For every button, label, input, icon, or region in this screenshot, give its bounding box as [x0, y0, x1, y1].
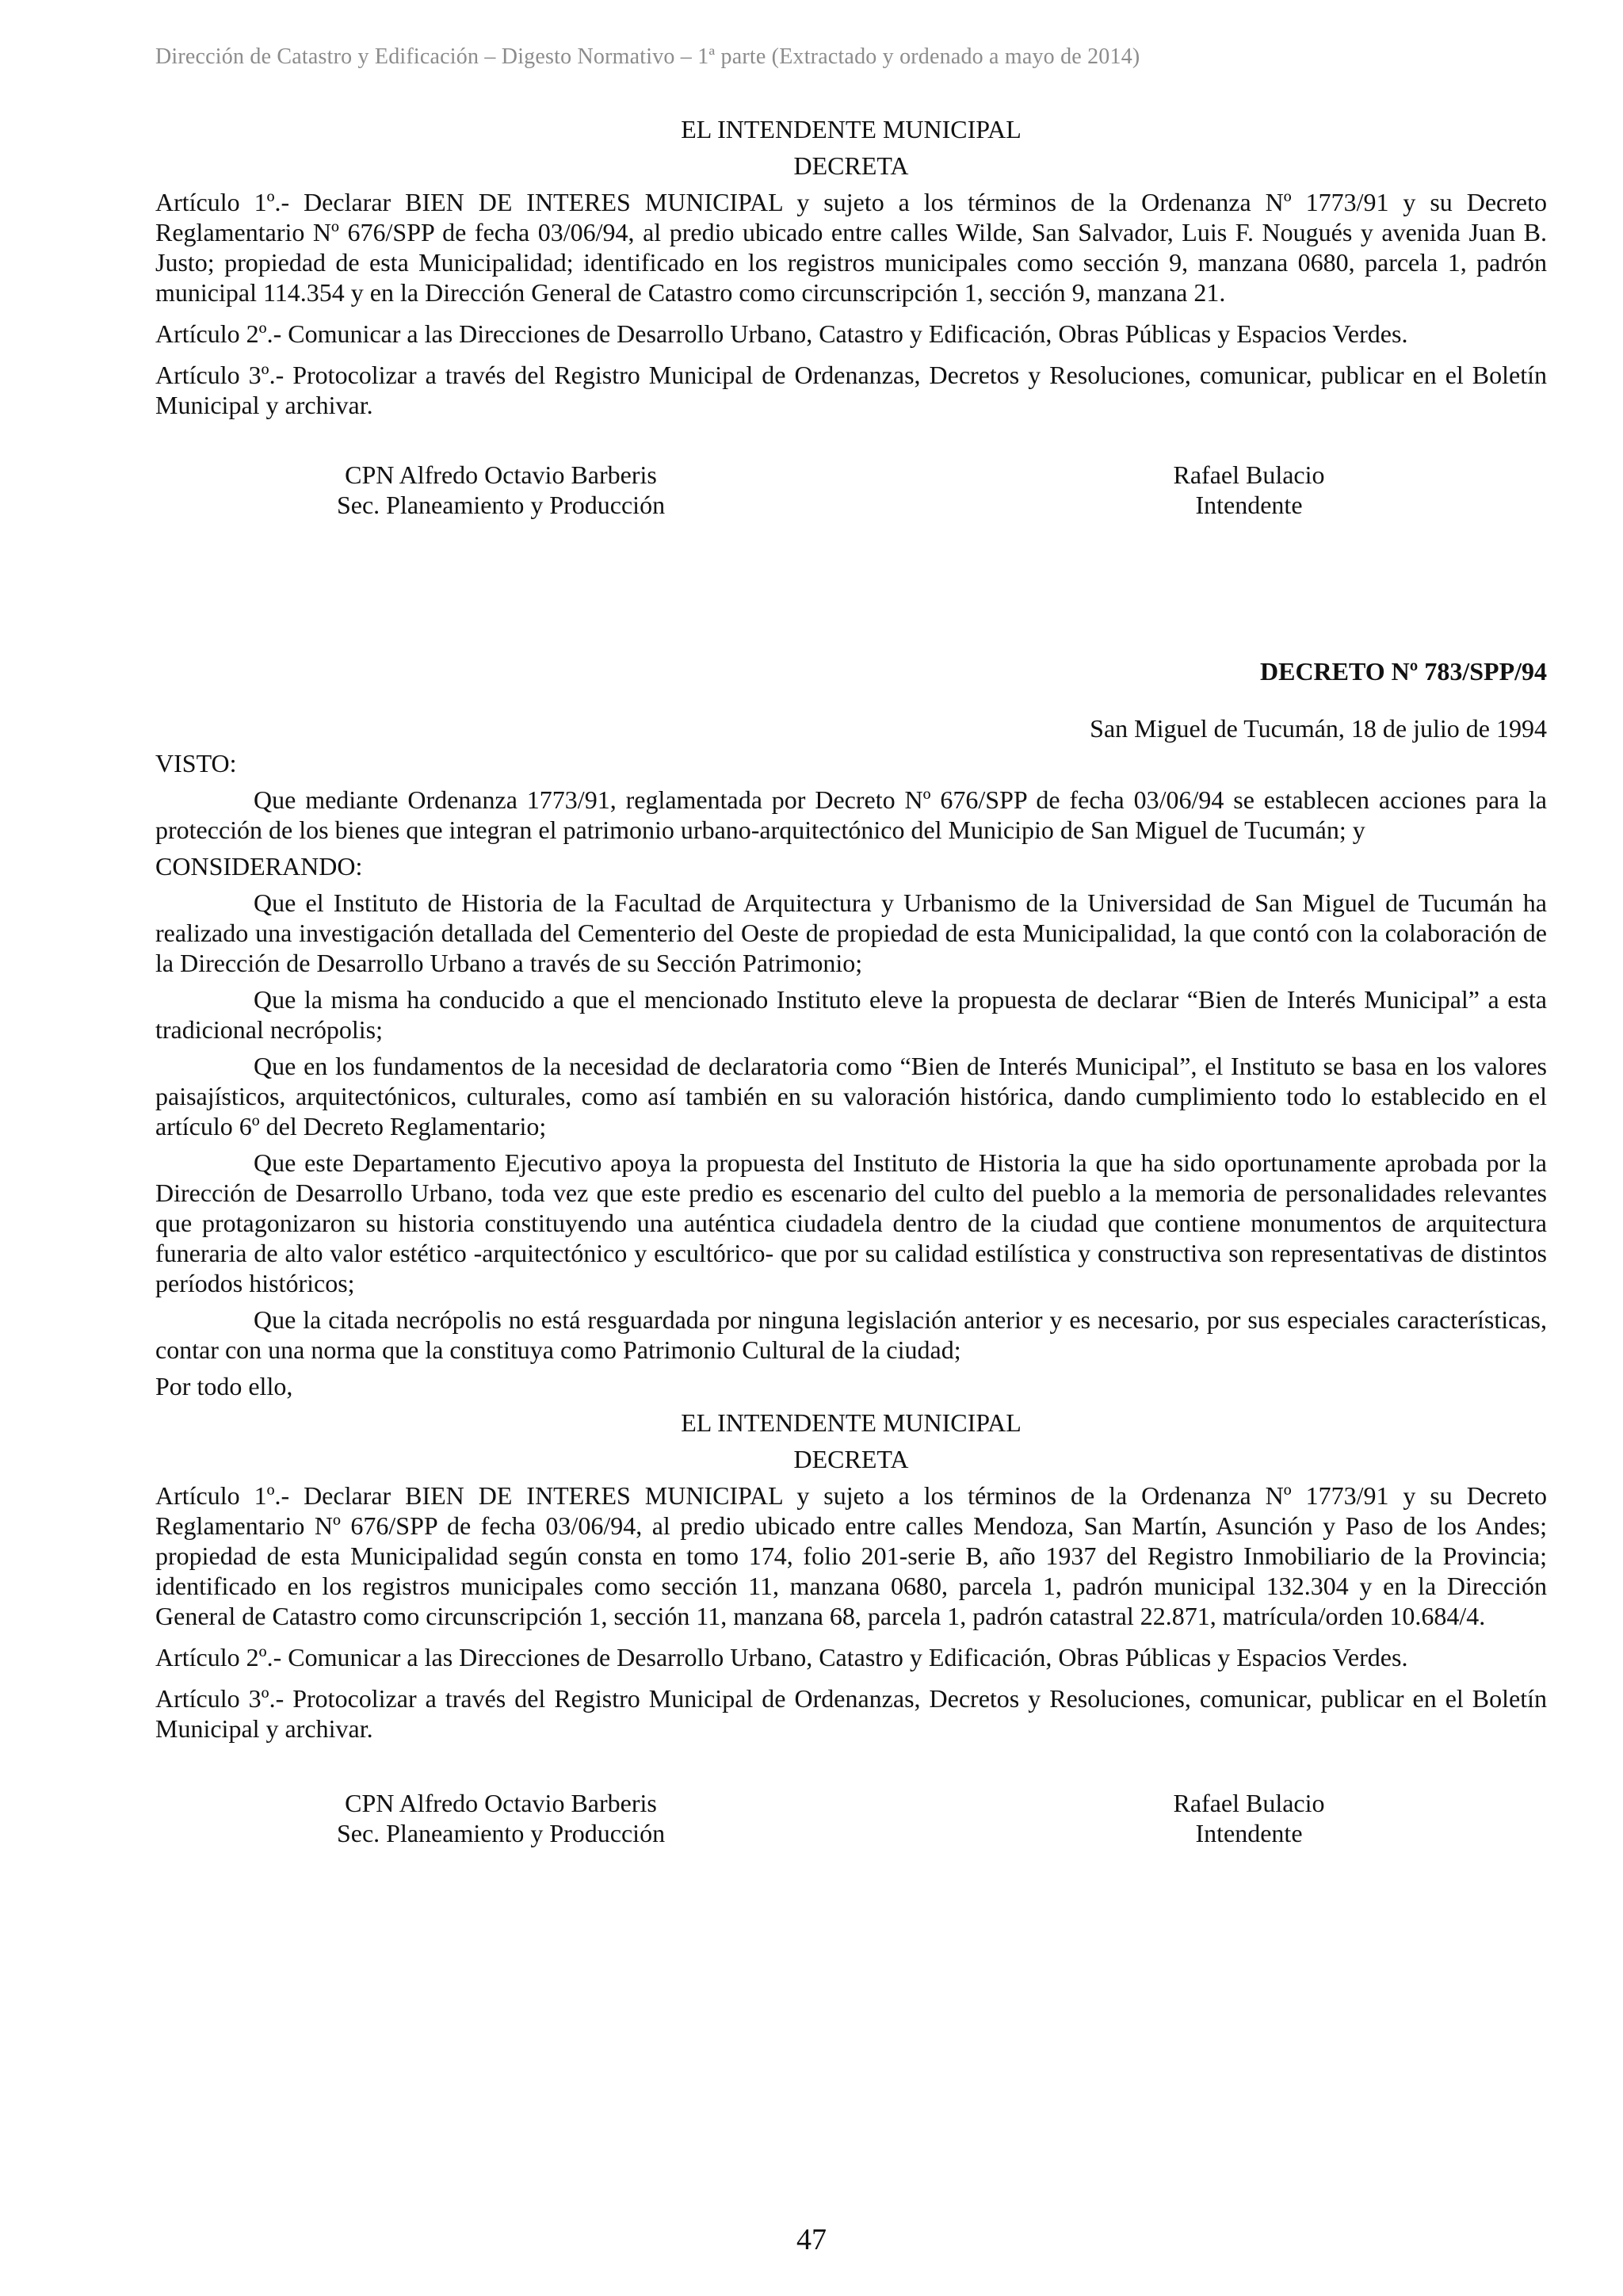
signature-left: [311, 1788, 691, 1848]
por-todo-ello: Por todo ello,: [155, 1372, 293, 1400]
considerando-label: CONSIDERANDO:: [155, 852, 363, 881]
section1-article-3: Artículo 3º.- Protocolizar a través del Registro Municipal de Ordenanzas, Decretos y Resoluciones, comunicar, publicar en el Boletín Municipal y archivar.: [155, 361, 1547, 419]
section1-article-2: Artículo 2º.- Comunicar a las Direcciones de Desarrollo Urbano, Catastro y Edificación, Obras Públicas y Espacios Verdes.: [155, 319, 1408, 348]
decree-place-date: San Miguel de Tucumán, 18 de julio de 1994: [1090, 714, 1547, 743]
section2-article-2: Artículo 2º.- Comunicar a las Direcciones de Desarrollo Urbano, Catastro y Edificación, Obras Públicas y Espacios Verdes.: [155, 1643, 1408, 1671]
signature-right-name: Rafael Bulacio: [1173, 460, 1325, 489]
considerando-paragraph: Que en los fundamentos de la necesidad de declaratoria como “Bien de Interés Municipal”, el Instituto se basa en los valores paisajísticos, arquitectónicos, culturales, como así también en su valoración histórica, dando cumplimiento todo lo establecido en el artículo 6º del Decreto Reglamentario;: [155, 1052, 1547, 1140]
considerando-paragraph: Que este Departamento Ejecutivo apoya la propuesta del Instituto de Historia la que ha sido oportunamente aprobada por la Dirección de Desarrollo Urbano, toda vez que este predio es escenario del culto del pueblo a la memoria de personalidades relevantes que protagonizaron su historia constituyendo una auténtica ciudadela dentro de la ciudad que contiene monumentos de arquitectura funeraria de alto valor estético -arquitectónico y escultórico- que por su calidad estilística y constructiva son representativas de distintos períodos históricos;: [155, 1148, 1547, 1297]
document-body: [155, 114, 1547, 1851]
visto-label: VISTO:: [155, 749, 237, 777]
section2-heading-intendente: EL INTENDENTE MUNICIPAL: [681, 1408, 1022, 1437]
section2-article-3: Artículo 3º.- Protocolizar a través del Registro Municipal de Ordenanzas, Decretos y Resoluciones, comunicar, publicar en el Boletín Municipal y archivar.: [155, 1684, 1547, 1743]
page-number: 47: [796, 2223, 827, 2256]
signature-right: [1090, 1788, 1407, 1848]
signature-left-title: Sec. Planeamiento y Producción: [336, 491, 666, 519]
section2-signatures: [155, 1788, 1547, 1851]
section1-article-1: Artículo 1º.- Declarar BIEN DE INTERES MUNICIPAL y sujeto a los términos de la Ordenanza Nº 1773/91 y su Decreto Reglamentario Nº 676/SPP de fecha 03/06/94, al predio ubicado entre calles Wilde, San Salvador, Luis F. Nougués y avenida Juan B. Justo; propiedad de esta Municipalidad; identificado en los registros municipales como sección 9, manzana 0680, parcela 1, padrón municipal 114.354 y en la Dirección General de Catastro como circunscripción 1, sección 9, manzana 21.: [155, 188, 1547, 307]
signature-left-name: CPN Alfredo Octavio Barberis: [345, 1789, 657, 1817]
decree-title: DECRETO Nº 783/SPP/94: [1259, 657, 1547, 686]
section1-heading-decreta: DECRETA: [793, 151, 909, 180]
section2-article-1: Artículo 1º.- Declarar BIEN DE INTERES MUNICIPAL y sujeto a los términos de la Ordenanza Nº 1773/91 y su Decreto Reglamentario Nº 676/SPP de fecha 03/06/94, al predio ubicado entre calles Mendoza, San Martín, Asunción y Paso de los Andes; propiedad de esta Municipalidad según consta en tomo 174, folio 201-serie B, año 1937 del Registro Inmobiliario de la Provincia; identificado en los registros municipales como sección 11, manzana 0680, parcela 1, padrón municipal 132.304 y en la Dirección General de Catastro como circunscripción 1, sección 11, manzana 68, parcela 1, padrón catastral 22.871, matrícula/orden 10.684/4.: [155, 1481, 1547, 1630]
signature-right-title: Intendente: [1195, 491, 1303, 519]
signature-left-title: Sec. Planeamiento y Producción: [336, 1819, 666, 1847]
signature-left-name: CPN Alfredo Octavio Barberis: [345, 460, 657, 489]
signature-right-name: Rafael Bulacio: [1173, 1789, 1325, 1817]
considerando-paragraph: Que la citada necrópolis no está resguardada por ninguna legislación anterior y es necesario, por sus especiales características, contar con una norma que la constituya como Patrimonio Cultural de la ciudad;: [155, 1305, 1547, 1364]
visto-text: Que mediante Ordenanza 1773/91, reglamentada por Decreto Nº 676/SPP de fecha 03/06/94 se establecen acciones para la protección de los bienes que integran el patrimonio urbano-arquitectónico del Municipio de San Miguel de Tucumán; y: [155, 785, 1547, 844]
section1-heading-intendente: EL INTENDENTE MUNICIPAL: [681, 115, 1022, 143]
signature-left: [311, 460, 691, 520]
signature-right: [1090, 460, 1407, 520]
section1-signatures: [155, 460, 1547, 523]
running-header: Dirección de Catastro y Edificación – Digesto Normativo – 1ª parte (Extractado y ordenado a mayo de 2014): [155, 44, 1140, 69]
section2-heading-decreta: DECRETA: [793, 1445, 909, 1473]
considerando-paragraph: Que el Instituto de Historia de la Facultad de Arquitectura y Urbanismo de la Universidad de San Miguel de Tucumán ha realizado una investigación detallada del Cementerio del Oeste de propiedad de esta Municipalidad, la que contó con la colaboración de la Dirección de Desarrollo Urbano a través de su Sección Patrimonio;: [155, 888, 1547, 977]
signature-right-title: Intendente: [1195, 1819, 1303, 1847]
considerando-paragraph: Que la misma ha conducido a que el mencionado Instituto eleve la propuesta de declarar “Bien de Interés Municipal” a esta tradicional necrópolis;: [155, 985, 1547, 1044]
